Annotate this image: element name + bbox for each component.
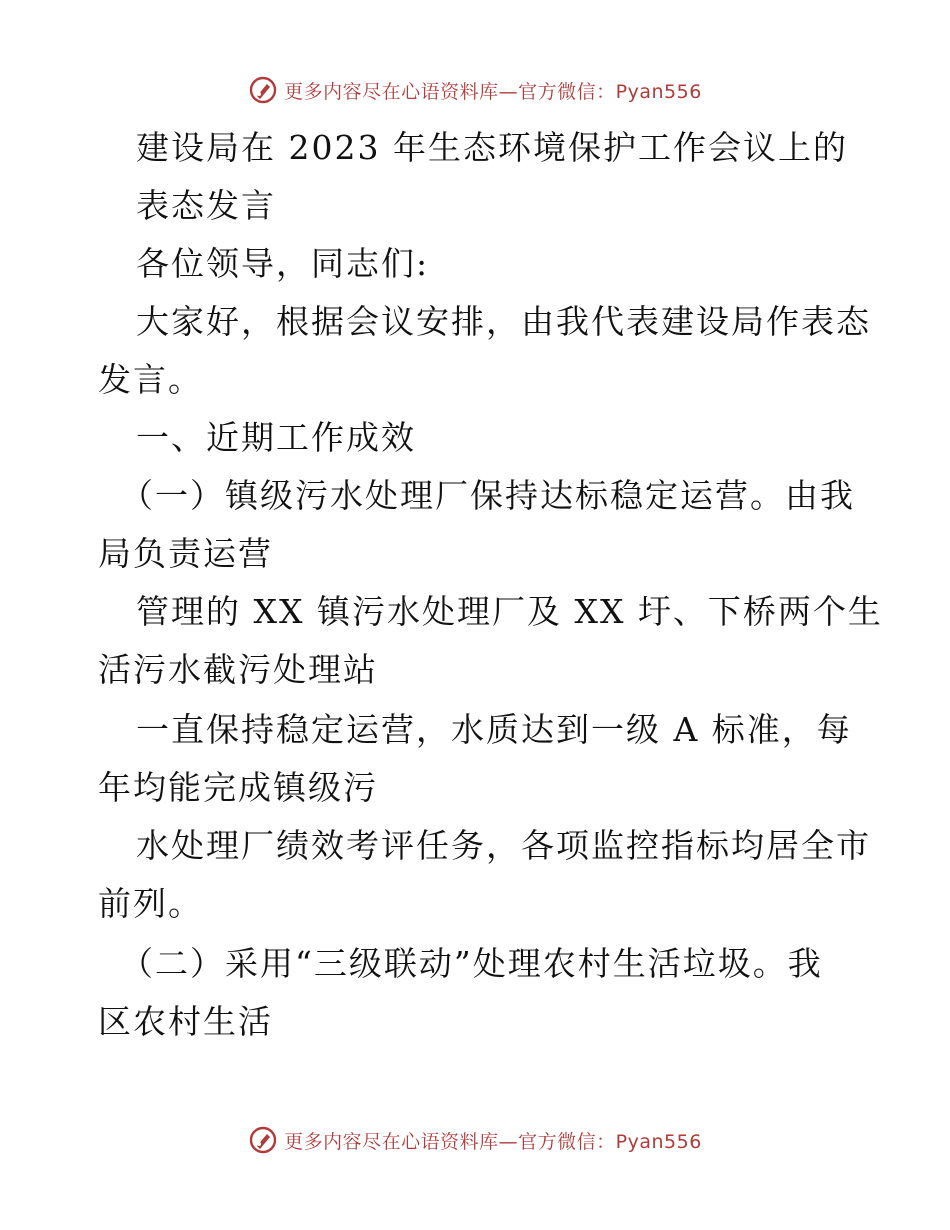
paragraph-line: 活污水截污处理站 xyxy=(98,650,378,689)
paragraph-line: 前列。 xyxy=(98,884,203,923)
header-watermark xyxy=(0,70,950,110)
paragraph-line: 发言。 xyxy=(98,360,203,399)
document-title-line-1: 建设局在 2023 年生态环境保护工作会议上的 xyxy=(136,128,848,167)
paragraph-line: 一直保持稳定运营，水质达到一级 A 标准，每 xyxy=(136,710,852,749)
watermark-text: 更多内容尽在心语资料库—官方微信：Pyan556 xyxy=(284,1130,702,1153)
watermark-text: 更多内容尽在心语资料库—官方微信：Pyan556 xyxy=(284,80,702,103)
paragraph-line: 大家好，根据会议安排，由我代表建设局作表态 xyxy=(136,302,871,341)
subsection-heading: （二）采用“三级联动”处理农村生活垃圾。我 xyxy=(120,944,823,983)
footer-watermark xyxy=(0,1120,950,1160)
paragraph-line: 水处理厂绩效考评任务，各项监控指标均居全市 xyxy=(136,826,871,865)
paragraph-line: 管理的 XX 镇污水处理厂及 XX 圩、下桥两个生 xyxy=(136,592,883,631)
salutation: 各位领导，同志们: xyxy=(136,244,430,283)
paragraph-line: 局负责运营 xyxy=(98,534,273,573)
paragraph-line: 区农村生活 xyxy=(98,1002,273,1041)
subsection-heading: （一）镇级污水处理厂保持达标稳定运营。由我 xyxy=(120,476,855,515)
document-title-line-2: 表态发言 xyxy=(136,186,276,225)
paragraph-line: 年均能完成镇级污 xyxy=(98,768,378,807)
pen-circle-icon xyxy=(248,1125,278,1155)
pen-circle-icon xyxy=(248,75,278,105)
section-heading: 一、近期工作成效 xyxy=(136,418,416,457)
